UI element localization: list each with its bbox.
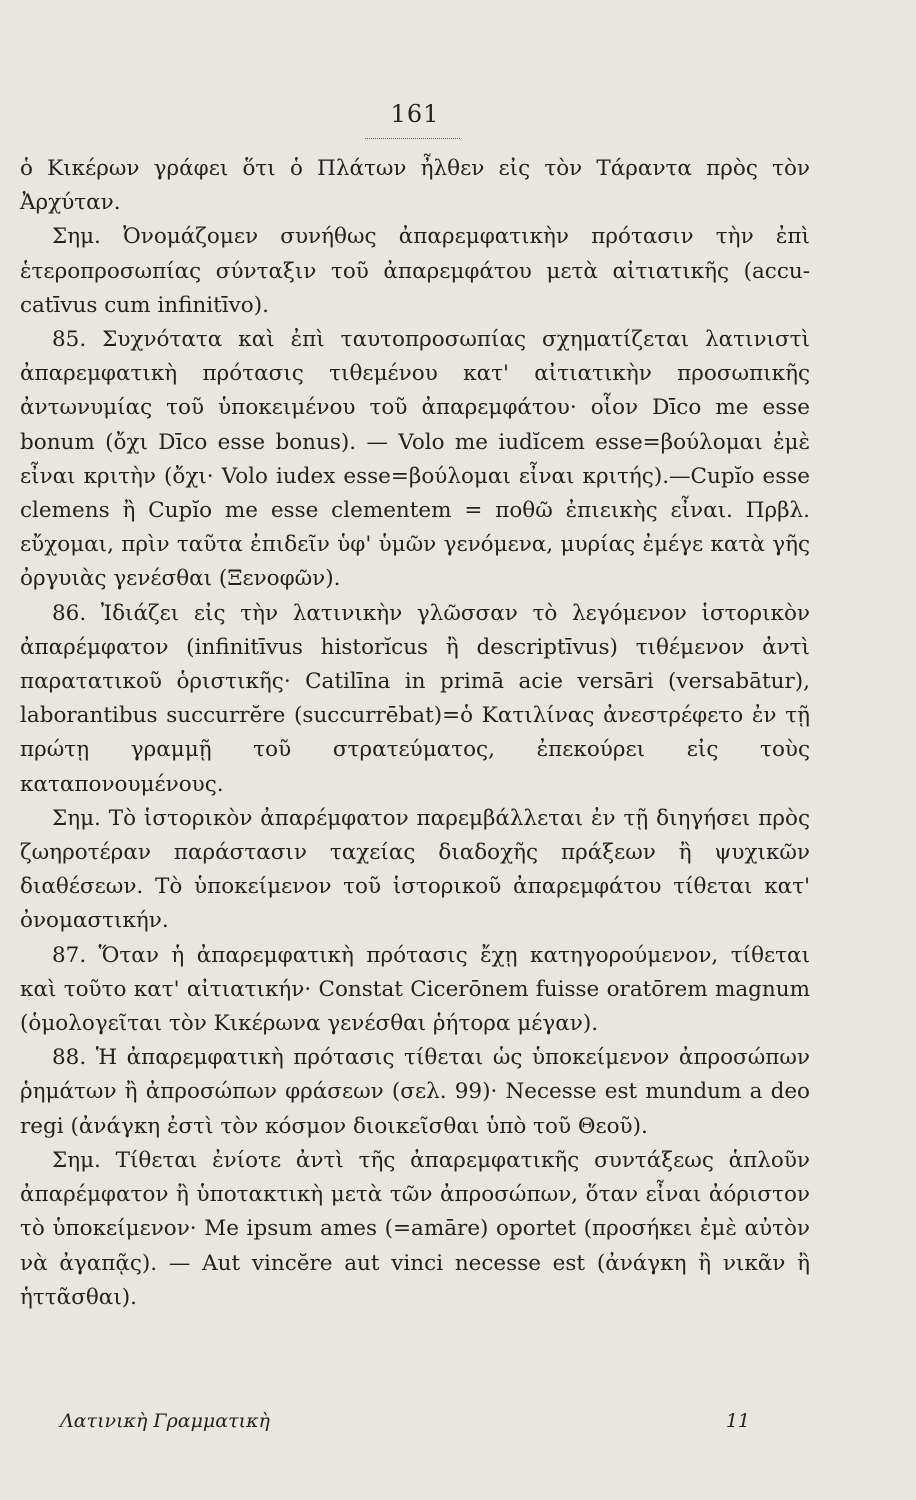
paragraph-86: 86. Ἰδιάζει εἰς τὴν λατινικὴν γλῶσσαν τὸ λεγόμενον ἱστορικὸν ἀπαρέμφατον (infinitīvus historĭcus ἢ descriptīvus) τιθέμενον ἀντὶ παρατατικοῦ ὁριστικῆς· Catilīna in primā acie versāri (versabātur), laborantibus succurrĕre (succurrēbat)=ὁ Κατιλίνας ἀνεστρέφετο ἐν τῇ πρώτῃ γραμμῇ τοῦ στρατεύματος, ἐπεκούρει εἰς τοὺς καταπονουμένους. <box>20 600 810 797</box>
paragraph-88: 88. Ἡ ἀπαρεμφατικὴ πρότασις τίθεται ὡς ὑποκείμενον ἀπροσώπων ῥημάτων ἢ ἀπροσώπων φράσεων (σελ. 99)· Necesse est mundum a deo regi (ἀνάγκη ἐστὶ τὸν κόσμον διοικεῖσθαι ὑπὸ τοῦ Θεοῦ). <box>20 1045 810 1139</box>
paragraph-85: 85. Συχνότατα καὶ ἐπὶ ταυτοπροσωπίας σχηματίζεται λατινιστὶ ἀπαρεμφατικὴ πρότασις τιθεμένου κατ' αἰτιατικὴν προσωπικῆς ἀντωνυμίας τοῦ ὑποκειμένου τοῦ ἀπαρεμφάτου· οἷον Dīco me esse bonum (ὄχι Dīco esse bonus). — Volo me iudĭcem esse=βούλομαι ἐμὲ εἶναι κριτὴν (ὄχι· Volo iudex esse=βούλομαι εἶναι κριτής).—Cupĭo esse clemens ἢ Cupĭo me esse clementem = ποθῶ ἐπιεικὴς εἶναι. Πρβλ. εὔχομαι, πρὶν ταῦτα ἐπιδεῖν ὑφ' ὑμῶν γενόμενα, μυρίας ἐμέγε κατὰ γῆς ὀργυιὰς γενέσθαι (Ξενοφῶν). <box>20 327 810 592</box>
paragraph-note-3: Σημ. Τίθεται ἐνίοτε ἀντὶ τῆς ἀπαρεμφατικῆς συντάξεως ἁπλοῦν ἀπαρέμφατον ἢ ὑποτακτικὴ μετὰ τῶν ἀπροσώπων, ὅταν εἶναι ἀόριστον τὸ ὑποκείμενον· Me ipsum ames (=amāre) oportet (προσήκει ἐμὲ αὐτὸν νὰ ἀγαπᾷς). — Aut vincĕre aut vinci necesse est (ἀνάγκη ἢ νικᾶν ἢ ἡττᾶσθαι). <box>20 1147 810 1310</box>
paragraph-note-1: Σημ. Ὀνομάζομεν συνήθως ἀπαρεμφατικὴν πρότασιν τὴν ἐπὶ ἑτεροπροσωπίας σύνταξιν τοῦ ἀπαρεμφάτου μετὰ αἰτιατικῆς (accu-catīvus cum infinitīvo). <box>20 224 810 318</box>
page-number: 161 <box>390 100 440 128</box>
paragraph-note-2: Σημ. Τὸ ἱστορικὸν ἀπαρέμφατον παρεμβάλλεται ἐν τῇ διηγήσει πρὸς ζωηροτέραν παράστασιν ταχείας διαδοχῆς πράξεων ἢ ψυχικῶν διαθέσεων. Τὸ ὑποκείμενον τοῦ ἱστορικοῦ ἀπαρεμφάτου τίθεται κατ' ὀνομαστικήν. <box>20 805 810 934</box>
page-number-rule <box>365 138 460 139</box>
body-text <box>20 152 810 1315</box>
footer-signature: 11 <box>725 1410 750 1432</box>
paragraph-continuation: ὁ Κικέρων γράφει ὅτι ὁ Πλάτων ἦλθεν εἰς τὸν Τάραντα πρὸς τὸν Ἀρχύταν. <box>20 156 810 216</box>
paragraph-87: 87. Ὅταν ἡ ἀπαρεμφατικὴ πρότασις ἔχῃ κατηγορούμενον, τίθεται καὶ τοῦτο κατ' αἰτιατικήν· Constat Cicerōnem fuisse oratōrem magnum (ὁμολογεῖται τὸν Κικέρωνα γενέσθαι ῥήτορα μέγαν). <box>20 942 810 1037</box>
footer-title: Λατινικὴ Γραμματικὴ <box>60 1410 270 1432</box>
